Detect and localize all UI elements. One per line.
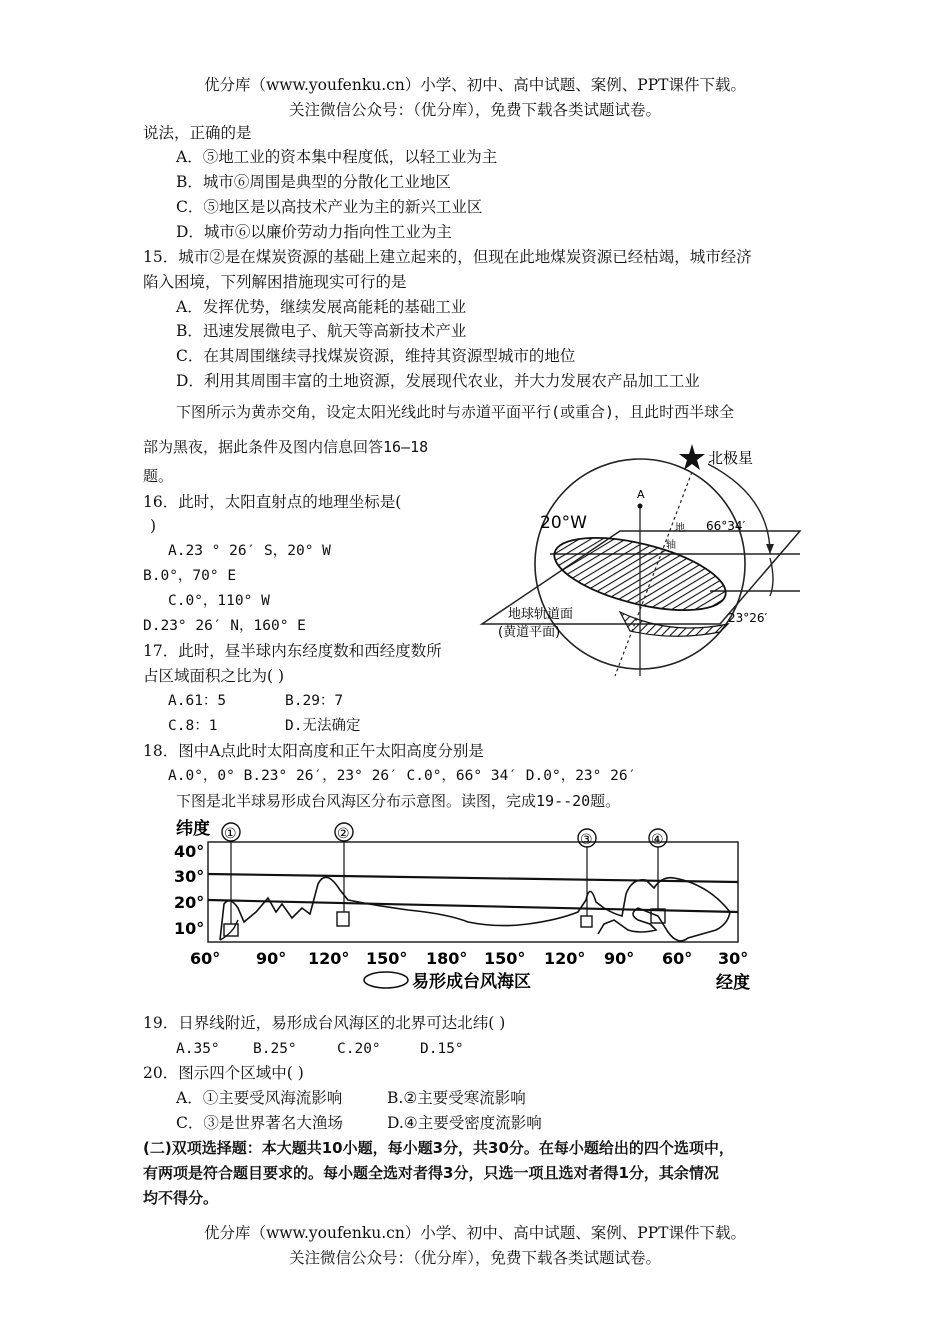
marker-4-label: ④ — [651, 832, 664, 848]
q20-option-a: A．①主要受风海流影响 — [176, 1089, 343, 1107]
q15-stem-2: 陷入困境，下列解困措施现实可行的是 — [143, 273, 407, 291]
q14-option-a: A．⑤地工业的资本集中程度低，以轻工业为主 — [176, 148, 498, 166]
typhoon-zone-outline-west — [220, 920, 238, 940]
x-tick: 120° — [308, 949, 350, 968]
q19-option-d: D.15° — [420, 1041, 464, 1057]
q15-option-b: B．迅速发展微电子、航天等高新技术产业 — [176, 322, 467, 340]
x-tick: 30° — [718, 949, 749, 968]
legend-ellipse — [364, 972, 408, 988]
marker-2-label: ② — [337, 826, 350, 842]
point-a-dot — [638, 504, 643, 509]
q17-stem-1: 17．此时，昼半球内东经度数和西经度数所 — [143, 642, 442, 660]
q14-continuation: 说法，正确的是 — [143, 124, 252, 142]
x-tick: 150° — [484, 949, 526, 968]
axis-label-1: 地 — [675, 523, 685, 534]
point-a-label: A — [637, 488, 645, 501]
q17-option-a: A.61：5 — [168, 693, 227, 709]
x-axis-label: 经度 — [716, 973, 750, 993]
typhoon-map — [168, 812, 760, 994]
section2-line-1: (二)双项选择题：本大题共10小题，每小题3分，共30分。在每小题给出的四个选项中， — [143, 1139, 734, 1157]
angle-arc-66 — [708, 464, 770, 554]
marker-1-label: ① — [224, 826, 237, 842]
q14-option-b: B．城市⑥周围是典型的分散化工业地区 — [176, 173, 451, 191]
q17-stem-2: 占区域面积之比为( ) — [143, 667, 285, 685]
x-tick: 60° — [662, 949, 693, 968]
q20-option-c: C．③是世界著名大渔场 — [176, 1114, 343, 1132]
q19-option-a: A.35° — [176, 1041, 220, 1057]
intro16-line-1: 下图所示为黄赤交角，设定太阳光线此时与赤道平面平行(或重合)，且此时西半球全 — [176, 403, 735, 421]
q15-option-a: A．发挥优势，继续发展高能耗的基础工业 — [176, 298, 467, 316]
marker-3-label: ③ — [580, 832, 593, 848]
x-tick: 60° — [190, 949, 221, 968]
intro19: 下图是北半球易形成台风海区分布示意图。读图，完成19--20题。 — [176, 792, 621, 810]
legend-label: 易形成台风海区 — [412, 972, 531, 992]
footer-line-2: 关注微信公众号：（优分库），免费下载各类试题试卷。 — [288, 1249, 661, 1267]
y-tick-20: 20° — [174, 893, 205, 912]
q19-option-c: C.20° — [337, 1041, 381, 1057]
q15-option-d: D．利用其周围丰富的土地资源，发展现代农业，并大力发展农产品加工工业 — [176, 372, 700, 390]
q20-option-b: B.②主要受寒流影响 — [387, 1089, 526, 1107]
lon-20w-label: 20°W — [540, 513, 587, 533]
x-tick: 120° — [544, 949, 586, 968]
y-tick-40: 40° — [174, 842, 205, 861]
section2-line-3: 均不得分。 — [143, 1189, 219, 1207]
q15-option-c: C．在其周围继续寻找煤炭资源，维持其资源型城市的地位 — [176, 347, 576, 365]
q14-option-d: D．城市⑥以廉价劳动力指向性工业为主 — [176, 223, 452, 241]
q18-options: A.0°，0° B.23° 26′，23° 26′ C.0°，66° 34′ D.0°，23° 26′ — [168, 768, 637, 784]
q16-option-d: D.23° 26′ N，160° E — [143, 618, 306, 634]
q14-option-c: C．⑤地区是以高技术产业为主的新兴工业区 — [176, 198, 483, 216]
q19-stem: 19．日界线附近，易形成台风海区的北界可达北纬( ) — [143, 1014, 506, 1032]
q20-stem: 20．图示四个区域中( ) — [143, 1064, 304, 1082]
x-tick: 90° — [604, 949, 635, 968]
x-tick: 150° — [366, 949, 408, 968]
marker-3-box — [581, 916, 592, 927]
q16-stem-2: ) — [150, 517, 157, 535]
q16-stem-1: 16．此时，太阳直射点的地理坐标是( — [143, 493, 402, 511]
q19-option-b: B.25° — [253, 1041, 297, 1057]
q17-option-d: D.无法确定 — [285, 718, 361, 734]
q15-stem-1: 15．城市②是在煤炭资源的基础上建立起来的，但现在此地煤炭资源已经枯竭，城市经济 — [143, 248, 752, 266]
q17-option-c: C.8：1 — [168, 718, 218, 734]
q16-option-c: C.0°，110° W — [168, 593, 270, 609]
q17-option-b: B.29：7 — [285, 693, 344, 709]
obliquity-diagram — [470, 436, 810, 682]
x-tick: 180° — [426, 949, 468, 968]
y-tick-30: 30° — [174, 867, 205, 886]
orbit-label-2: (黄道平面) — [498, 625, 561, 640]
header-line-2: 关注微信公众号：（优分库），免费下载各类试题试卷。 — [288, 101, 661, 119]
orbit-label-1: 地球轨道面 — [508, 607, 574, 622]
q16-option-a: A.23 ° 26′ S，20° W — [168, 543, 331, 559]
section2-line-2: 有两项是符合题目要求的。每小题全选对者得3分，只选一项且选对者得1分，其余情况 — [143, 1164, 719, 1182]
angle-23-label: 23°26′ — [728, 611, 768, 625]
marker-1-box — [224, 924, 238, 936]
arrow-icon — [766, 544, 774, 554]
header-line-1: 优分库（www.youfenku.cn）小学、初中、高中试题、案例、PPT课件下载。 — [203, 76, 747, 94]
north-star-label: 北极星 — [708, 449, 754, 467]
y-axis-label: 纬度 — [176, 819, 210, 839]
north-star-icon — [679, 444, 705, 470]
angle-66-label: 66°34′ — [706, 519, 746, 533]
axis-label-2: 轴 — [666, 540, 676, 551]
x-tick: 90° — [256, 949, 287, 968]
marker-2-box — [337, 912, 349, 926]
q16-option-b: B.0°，70° E — [143, 568, 237, 584]
q20-option-d: D.④主要受密度流影响 — [387, 1114, 542, 1132]
y-tick-10: 10° — [174, 919, 205, 938]
intro16-line-2: 部为黑夜，据此条件及图内信息回答16—18 — [143, 438, 429, 456]
footer-line-1: 优分库（www.youfenku.cn）小学、初中、高中试题、案例、PPT课件下载。 — [203, 1224, 747, 1242]
intro16-line-3: 题。 — [143, 467, 174, 485]
q18-stem: 18．图中A点此时太阳高度和正午太阳高度分别是 — [143, 742, 484, 760]
